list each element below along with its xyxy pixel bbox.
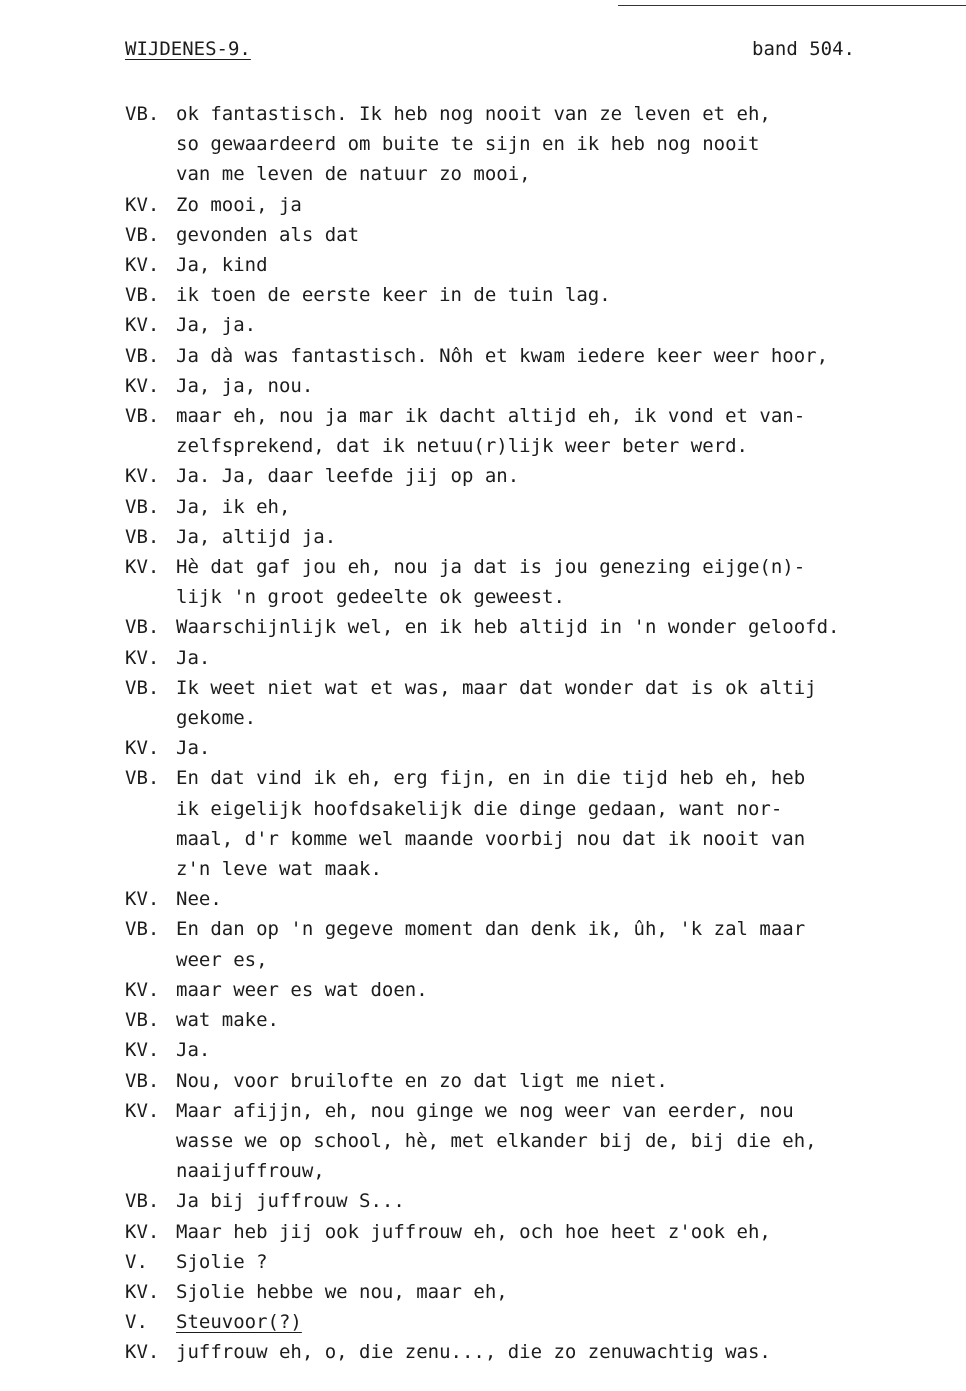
speaker-label: VB. [125,1069,160,1092]
document-title: WIJDENES-9. [125,38,251,60]
utterance-text: ok fantastisch. Ik heb nog nooit van ze leven et eh, [176,103,771,125]
speaker-label [125,159,176,189]
speaker-label [125,582,176,612]
utterance-text: naaijuffrouw, [176,1160,325,1183]
utterance-text: Ja bij juffrouw S... [176,1190,405,1213]
utterance-text: Maar heb jij ook juffrouw eh, och hoe heet z'ook eh, [176,1220,771,1243]
utterance-text: Ja. Ja, daar leefde jij op an. [176,465,520,488]
utterance-text: Ja, ja. [176,314,257,337]
utterance-text: Ja, ja, nou. [176,374,314,397]
transcript-line [125,522,905,552]
speaker-label: VB. [125,284,160,307]
speaker-label: VB. [125,495,160,518]
transcript-line [125,733,905,763]
transcript-line [125,1247,905,1277]
transcript-line [125,612,905,642]
speaker-label: KV. [125,1341,160,1364]
transcript-line [125,310,905,340]
speaker-label: VB. [125,676,160,699]
speaker-label: VB. [125,616,160,639]
speaker-label: VB. [125,223,160,246]
transcript-line [125,1126,905,1156]
transcript-line [125,794,905,824]
speaker-label [125,854,176,884]
speaker-label: KV. [125,465,160,488]
transcript-line [125,1217,905,1247]
speaker-label: KV. [125,888,160,911]
speaker-label: KV. [125,374,160,397]
utterance-text: maar weer es wat doen. [176,978,428,1001]
speaker-label [125,1126,176,1156]
transcript-line [125,945,905,975]
transcript-line [125,280,905,310]
speaker-label: VB. [125,405,160,428]
utterance-text: Ja. [176,1039,211,1062]
speaker-label: KV. [125,1099,160,1122]
transcript-line [125,492,905,522]
transcript-line [125,129,905,159]
transcript-line [125,1005,905,1035]
utterance-text: ik toen de eerste keer in de tuin lag. [176,284,611,307]
utterance-text: van me leven de natuur zo mooi, [176,163,531,186]
utterance-text: Nee. [176,888,222,911]
transcript-line [125,1035,905,1065]
utterance-text: weer es, [176,948,268,971]
transcript-line [125,582,905,612]
speaker-label: KV. [125,646,160,669]
utterance-text: lijk 'n groot gedeelte ok geweest. [176,586,565,609]
utterance-text: Nou, voor bruilofte en zo dat ligt me niet. [176,1069,668,1092]
transcript-line [125,643,905,673]
utterance-text: Sjolie hebbe we nou, maar eh, [176,1280,508,1303]
utterance-text: En dat vind ik eh, erg fijn, en in die tijd heb eh, heb [176,767,806,790]
speaker-label: KV. [125,978,160,1001]
speaker-label: VB. [125,1190,160,1213]
speaker-label [125,1156,176,1186]
utterance-text: Ja dà was fantastisch. Nôh et kwam iedere keer weer hoor, [176,344,829,367]
speaker-label: V. [125,1250,148,1273]
transcript-line [125,703,905,733]
speaker-label [125,945,176,975]
utterance-text: zelfsprekend, dat ik netuu(r)lijk weer beter werd. [176,435,748,458]
utterance-text: maal, d'r komme wel maande voorbij nou dat ik nooit van [176,827,806,850]
speaker-label: VB. [125,103,160,125]
top-edge-rule [618,5,966,6]
speaker-label: KV. [125,1280,160,1303]
utterance-text: Ja, kind [176,254,268,277]
speaker-label: VB. [125,525,160,548]
transcript-line [125,1066,905,1096]
utterance-text: juffrouw eh, o, die zenu..., die zo zenuwachtig was. [176,1341,771,1364]
utterance-text: Zo mooi, ja [176,193,302,216]
speaker-label: VB. [125,344,160,367]
transcript-line [125,1307,905,1337]
speaker-label: KV. [125,193,160,216]
utterance-text: z'n leve wat maak. [176,858,382,881]
utterance-text: maar eh, nou ja mar ik dacht altijd eh, ik vond et van- [176,405,806,428]
speaker-label [125,431,176,461]
transcript-line [125,220,905,250]
transcript-body [125,99,905,1368]
utterance-text: Ik weet niet wat et was, maar dat wonder dat is ok altij [176,676,817,699]
utterance-text: Ja, altijd ja. [176,525,337,548]
utterance-text: Sjolie ? [176,1250,268,1273]
transcript-line [125,914,905,944]
transcript-line [125,854,905,884]
speaker-label [125,703,176,733]
utterance-text: gekome. [176,707,257,730]
utterance-text: Ja, ik eh, [176,495,291,518]
utterance-text: gevonden als dat [176,223,360,246]
utterance-text: wasse we op school, hè, met elkander bij de, bij die eh, [176,1129,817,1152]
utterance-text: wat make. [176,1009,279,1032]
transcript-line [125,1277,905,1307]
transcript-line [125,975,905,1005]
band-number: band 504. [752,38,855,60]
page-header [125,34,855,64]
transcript-line [125,99,905,129]
utterance-text: Ja. [176,737,211,760]
transcript-line [125,461,905,491]
utterance-text: Steuvoor(?) [176,1311,302,1334]
transcript-line [125,190,905,220]
transcript-line [125,552,905,582]
speaker-label: VB. [125,1009,160,1032]
speaker-label [125,794,176,824]
transcript-line [125,824,905,854]
transcript-line [125,884,905,914]
utterance-text: Maar afijjn, eh, nou ginge we nog weer van eerder, nou [176,1099,794,1122]
transcript-line [125,250,905,280]
speaker-label: VB. [125,918,160,941]
transcript-line [125,1337,905,1367]
speaker-label: KV. [125,1039,160,1062]
transcript-line [125,1186,905,1216]
transcript-line [125,431,905,461]
speaker-label: V. [125,1311,148,1334]
speaker-label: KV. [125,254,160,277]
transcript-line [125,673,905,703]
utterance-text: ik eigelijk hoofdsakelijk die dinge gedaan, want nor- [176,797,783,820]
utterance-text: En dan op 'n gegeve moment dan denk ik, ûh, 'k zal maar [176,918,806,941]
speaker-label: KV. [125,1220,160,1243]
speaker-label: VB. [125,767,160,790]
transcript-line [125,159,905,189]
utterance-text: Waarschijnlijk wel, en ik heb altijd in 'n wonder geloofd. [176,616,840,639]
transcript-line [125,1096,905,1126]
speaker-label: KV. [125,737,160,760]
speaker-label [125,129,176,159]
speaker-label: KV. [125,556,160,579]
utterance-text: so gewaardeerd om buite te sijn en ik heb nog nooit [176,133,760,156]
transcript-line [125,401,905,431]
transcript-line [125,371,905,401]
speaker-label: KV. [125,314,160,337]
utterance-text: Ja. [176,646,211,669]
transcript-line [125,1156,905,1186]
utterance-text: Hè dat gaf jou eh, nou ja dat is jou genezing eijge(n)- [176,556,806,579]
transcript-line [125,341,905,371]
transcript-line [125,763,905,793]
speaker-label [125,824,176,854]
